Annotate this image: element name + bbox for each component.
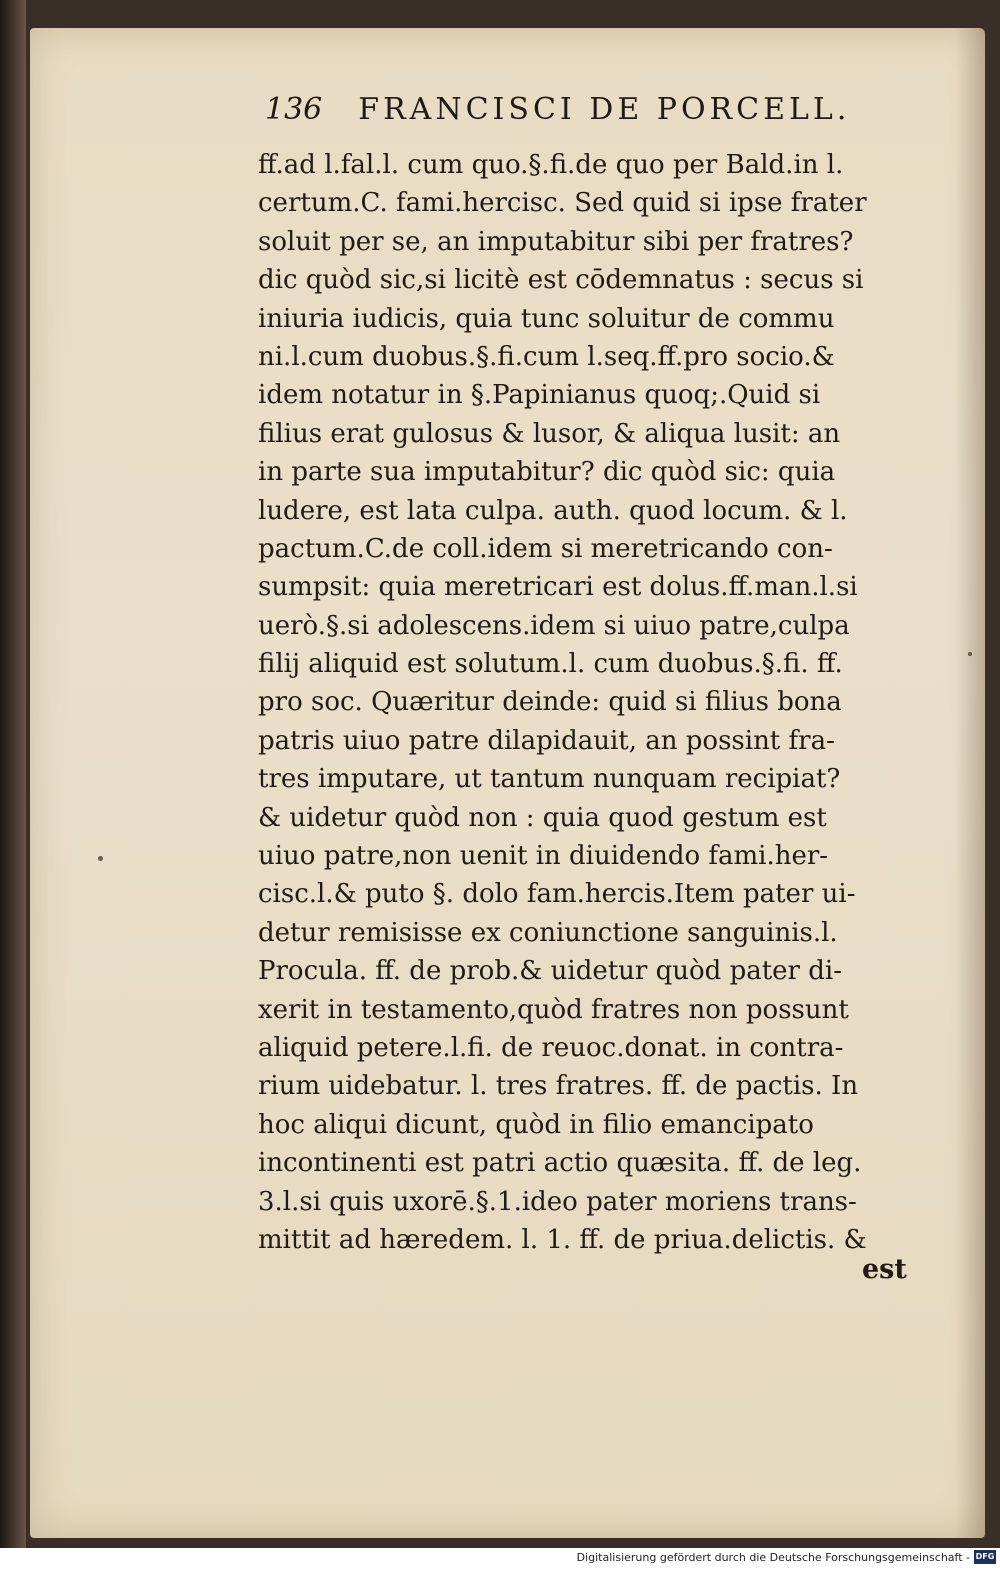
text-line: tres imputare, ut tantum nunquam recipiat? (258, 764, 841, 795)
text-line: uiuo patre,non uenit in diuidendo fami.her- (258, 841, 829, 872)
text-line: cisc.l.& puto §. dolo fam.hercis.Item pater ui- (258, 879, 856, 910)
text-line: soluit per se, an imputabitur sibi per fratres? (258, 226, 854, 257)
page-edge-shadow (955, 28, 985, 1538)
text-line: certum.C. fami.hercisc. Sed quid si ipse frater (258, 188, 867, 219)
text-line: sumpsit: quia meretricari est dolus.ff.man.l.si (258, 572, 858, 603)
ink-speck (968, 652, 972, 656)
running-head (265, 92, 915, 136)
catchword: est (862, 1254, 907, 1285)
text-line: pro soc. Quæritur deinde: quid si filius bona (258, 687, 842, 718)
ink-speck (98, 856, 103, 861)
text-line: uerò.§.si adolescens.idem si uiuo patre,culpa (258, 610, 850, 641)
text-line: iniuria iudicis, quia tunc soluitur de commu (258, 303, 835, 334)
text-line: ludere, est lata culpa. auth. quod locum. & l. (258, 495, 848, 526)
text-line: filij aliquid est solutum.l. cum duobus.§.fi. ff. (258, 649, 843, 680)
text-line: dic quòd sic,si licitè est cōdemnatus : secus si (258, 265, 864, 296)
dfg-logo: DFG (974, 1550, 996, 1564)
body-text (258, 146, 920, 1259)
text-line: mittit ad hæredem. l. 1. ff. de priua.delictis. & (258, 1224, 867, 1255)
text-line: 3.l.si quis uxorē.§.1.ideo pater moriens trans- (258, 1186, 857, 1217)
running-title: FRANCISCI DE PORCELL. (358, 92, 851, 127)
text-line: aliquid petere.l.fi. de reuoc.donat. in contra- (258, 1032, 844, 1063)
text-line: ni.l.cum duobus.§.fi.cum l.seq.ff.pro socio.& (258, 341, 835, 372)
text-line: idem notatur in §.Papinianus quoq;.Quid si (258, 380, 821, 411)
text-line: patris uiuo patre dilapidauit, an possint fra- (258, 725, 835, 756)
text-line: incontinenti est patri actio quæsita. ff. de leg. (258, 1148, 862, 1179)
text-line: detur remisisse ex coniunctione sanguinis.l. (258, 917, 838, 948)
page-number: 136 (265, 92, 323, 127)
text-line: rium uidebatur. l. tres fratres. ff. de pactis. In (258, 1071, 859, 1102)
text-line: ff.ad l.fal.l. cum quo.§.fi.de quo per Bald.in l. (258, 150, 844, 180)
digitization-credit: Digitalisierung gefördert durch die Deutsche Forschungsgemeinschaft - (576, 1551, 970, 1564)
text-line: & uidetur quòd non : quia quod gestum est (258, 802, 827, 833)
text-line: Procula. ff. de prob.& uidetur quòd pater di- (258, 956, 842, 987)
text-line: filius erat gulosus & lusor, & aliqua lusit: an (258, 418, 841, 449)
book-binding-edge (0, 0, 26, 1548)
text-line: hoc aliqui dicunt, quòd in filio emancipato (258, 1109, 814, 1140)
text-line: pactum.C.de coll.idem si meretricando con- (258, 533, 833, 564)
text-line: in parte sua imputabitur? dic quòd sic: quia (258, 457, 836, 488)
text-line: xerit in testamento,quòd fratres non possunt (258, 994, 849, 1025)
